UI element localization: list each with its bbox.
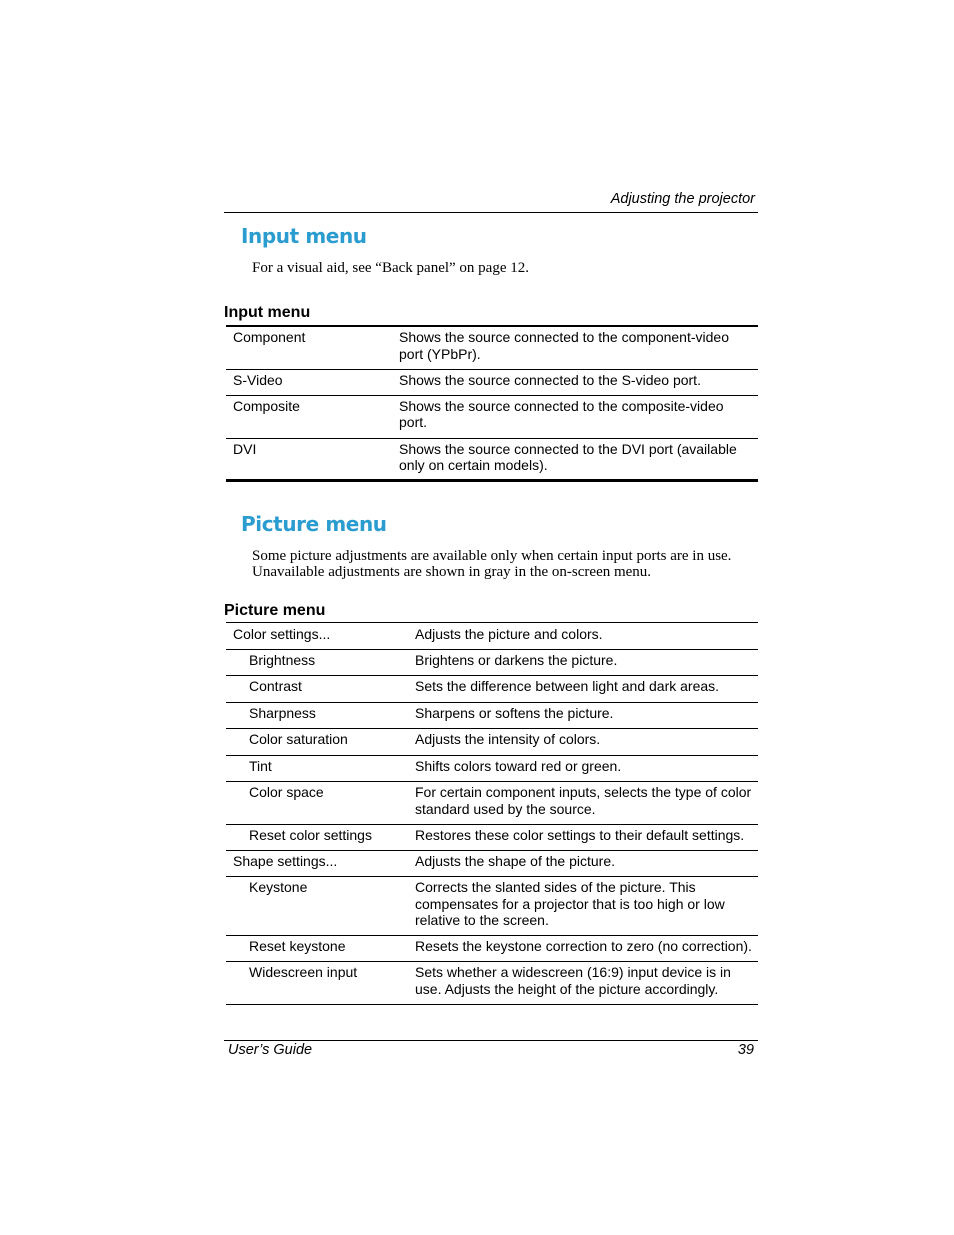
- table-row: [226, 395, 758, 438]
- menu-item-description: Sets the difference between light and dark areas.: [415, 676, 758, 703]
- menu-item-name: DVI: [226, 438, 399, 480]
- table-row: [226, 369, 758, 395]
- table-row: [226, 936, 758, 962]
- menu-item-description: For certain component inputs, selects the type of color standard used by the source.: [415, 782, 758, 825]
- menu-item-description: Shows the source connected to the S-video port.: [399, 369, 758, 395]
- input-menu-intro: For a visual aid, see “Back panel” on page 12.: [252, 260, 529, 276]
- menu-item-description: Adjusts the shape of the picture.: [415, 851, 758, 877]
- menu-item-description: Shows the source connected to the component-video port (YPbPr).: [399, 326, 758, 369]
- menu-item-name: Color settings...: [226, 623, 415, 650]
- menu-item-name: Composite: [226, 395, 399, 438]
- table-row: [226, 756, 758, 782]
- menu-item-description: Shows the source connected to the composite-video port.: [399, 395, 758, 438]
- menu-item-description: Corrects the slanted sides of the picture. This compensates for a projector that is too high or low relative to the screen.: [415, 877, 758, 936]
- menu-item-description: Adjusts the picture and colors.: [415, 623, 758, 650]
- running-header: [224, 191, 758, 213]
- footer-title: User’s Guide: [228, 1042, 313, 1058]
- menu-item-name: Widescreen input: [226, 962, 415, 1005]
- table-row: [226, 326, 758, 369]
- menu-item-description: Shows the source connected to the DVI port (available only on certain models).: [399, 438, 758, 480]
- input-table-caption: Input menu: [224, 304, 311, 321]
- table-row: [226, 729, 758, 756]
- table-row: [226, 650, 758, 676]
- menu-item-description: Sets whether a widescreen (16:9) input device is in use. Adjusts the height of the picture accordingly.: [415, 962, 758, 1005]
- menu-item-description: Brightens or darkens the picture.: [415, 650, 758, 676]
- picture-menu-table: [226, 622, 758, 1005]
- picture-menu-heading: Picture menu: [241, 512, 387, 536]
- picture-menu-intro: Some picture adjustments are available only when certain input ports are in use. Unavailable adjustments are shown in gray in the on-screen menu.: [252, 548, 732, 580]
- menu-item-name: Tint: [226, 756, 415, 782]
- table-row: [226, 825, 758, 851]
- page-number: 39: [737, 1042, 754, 1058]
- menu-item-name: Keystone: [226, 877, 415, 936]
- menu-item-description: Restores these color settings to their default settings.: [415, 825, 758, 851]
- table-row: [226, 703, 758, 729]
- menu-item-name: Shape settings...: [226, 851, 415, 877]
- menu-item-name: Brightness: [226, 650, 415, 676]
- picture-table-caption: Picture menu: [224, 602, 326, 619]
- table-row: [226, 623, 758, 650]
- menu-item-description: Adjusts the intensity of colors.: [415, 729, 758, 756]
- menu-item-name: Color space: [226, 782, 415, 825]
- input-menu-table: [226, 325, 758, 482]
- menu-item-name: Reset color settings: [226, 825, 415, 851]
- table-row: [226, 438, 758, 480]
- menu-item-name: Sharpness: [226, 703, 415, 729]
- menu-item-description: Sharpens or softens the picture.: [415, 703, 758, 729]
- menu-item-description: Shifts colors toward red or green.: [415, 756, 758, 782]
- menu-item-name: Reset keystone: [226, 936, 415, 962]
- menu-item-description: Resets the keystone correction to zero (no correction).: [415, 936, 758, 962]
- menu-item-name: S-Video: [226, 369, 399, 395]
- table-row: [226, 851, 758, 877]
- running-header-text: Adjusting the projector: [610, 191, 755, 207]
- table-row: [226, 877, 758, 936]
- table-row: [226, 782, 758, 825]
- menu-item-name: Component: [226, 326, 399, 369]
- running-footer: [224, 1040, 758, 1061]
- table-row: [226, 962, 758, 1005]
- menu-item-name: Contrast: [226, 676, 415, 703]
- input-menu-heading: Input menu: [241, 224, 367, 248]
- table-row: [226, 676, 758, 703]
- menu-item-name: Color saturation: [226, 729, 415, 756]
